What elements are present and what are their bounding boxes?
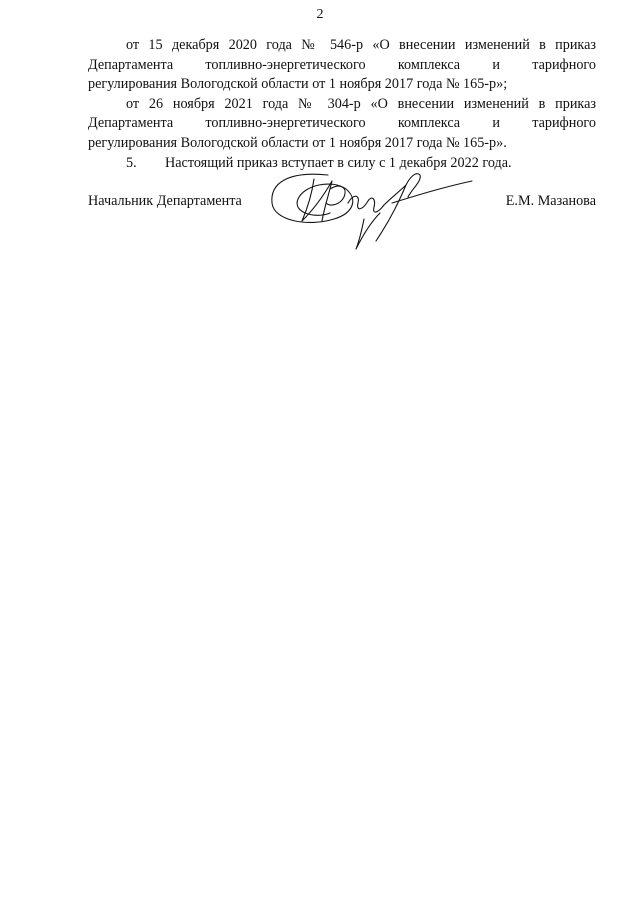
signatory-position: Начальник Департамента: [88, 193, 242, 209]
paragraph-amendment-2021: [88, 95, 596, 154]
document-body: [88, 36, 596, 173]
item-number: 5.: [126, 154, 137, 171]
paragraph-amendment-2020: [88, 36, 596, 95]
signature-block: [88, 193, 596, 273]
item-text: Настоящий приказ вступает в силу с 1 декабря 2022 года.: [165, 154, 512, 171]
page-number: 2: [316, 7, 324, 22]
paragraph-line: Департамента топливно-энергетического комплекса и тарифного: [88, 115, 596, 132]
paragraph-line: регулирования Вологодской области от 1 ноября 2017 года № 165-р»;: [88, 76, 508, 93]
paragraph-line: регулирования Вологодской области от 1 ноября 2017 года № 165-р».: [88, 134, 507, 151]
signatory-name: Е.М. Мазанова: [505, 193, 596, 209]
paragraph-line: от 26 ноября 2021 года № 304-р «О внесении изменений в приказ: [126, 95, 596, 112]
paragraph-line: Департамента топливно-энергетического комплекса и тарифного: [88, 56, 596, 73]
paragraph-line: от 15 декабря 2020 года № 546-р «О внесении изменений в приказ: [126, 37, 596, 53]
handwritten-signature: [268, 169, 478, 254]
